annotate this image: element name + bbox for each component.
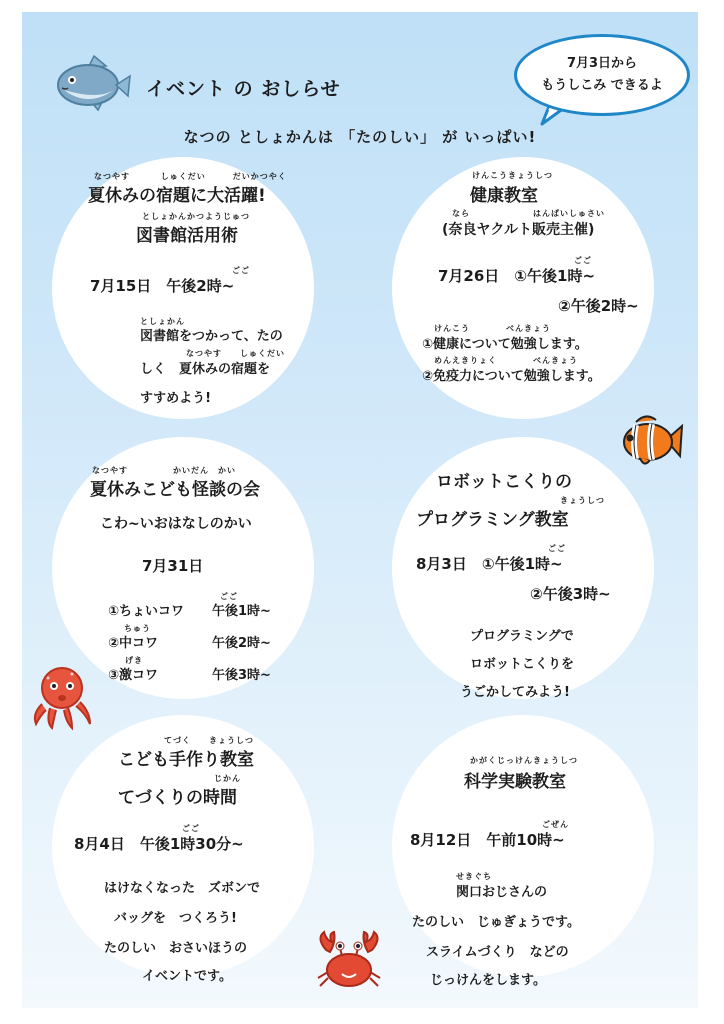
page-subtitle: なつの としょかんは 「たのしい」 が いっぱい! xyxy=(183,128,537,146)
fish-icon xyxy=(54,52,132,114)
event-date: 7月15日 午後2時~ xyxy=(90,277,235,295)
title-ruby: なら はんばいしゅさい xyxy=(452,209,605,218)
title-ruby: なつやす しゅくだい だいかつやく xyxy=(94,172,287,181)
event-card-ghost-stories xyxy=(52,437,314,699)
event-description: プログラミングで xyxy=(470,629,574,644)
title-ruby: じかん xyxy=(214,774,241,783)
title-ruby: かがくじっけんきょうしつ xyxy=(470,756,578,765)
announcement-bubble xyxy=(514,34,690,116)
session-ruby: ちゅう xyxy=(124,624,151,633)
date-ruby: ごご xyxy=(574,256,592,265)
body-ruby: めんえきりょく べんきょう xyxy=(434,356,578,365)
event-description: 関口おじさんの xyxy=(456,885,548,900)
event-description: しく 夏休みの宿題を xyxy=(140,362,271,377)
event-description: スライムづくり などの xyxy=(426,945,569,960)
event-description: バッグを つくろう! xyxy=(114,911,237,926)
event-description: たのしい おさいほうの xyxy=(104,941,248,956)
session-ruby: げき xyxy=(125,656,143,665)
body-ruby: なつやす しゅくだい xyxy=(186,349,285,358)
event-card-health xyxy=(392,157,654,419)
title-ruby: なつやす かいだん かい xyxy=(92,466,236,475)
event-subtitle: (奈良ヤクルト販売主催) xyxy=(442,222,595,238)
session-time: 午後3時~ xyxy=(212,668,271,683)
title-ruby: きょうしつ xyxy=(560,496,605,505)
title-ruby: としょかんかつようじゅつ xyxy=(142,212,250,221)
event-title: こども手作り教室 xyxy=(118,750,254,770)
flyer-sheet xyxy=(22,12,698,1008)
bubble-line-2: もうしこみ できるよ xyxy=(541,78,663,93)
session-name: ①ちょいコワ xyxy=(108,604,185,619)
event-title: 夏休みこども怪談の会 xyxy=(90,480,260,500)
event-description: ロボットこくりを xyxy=(470,657,575,672)
date-ruby: ごご xyxy=(182,824,200,833)
event-title: 科学実験教室 xyxy=(464,772,566,792)
event-card-handcraft xyxy=(52,715,314,984)
event-card-science xyxy=(392,715,654,988)
body-ruby: けんこう べんきょう xyxy=(434,324,551,333)
event-description: うごかしてみよう! xyxy=(460,685,570,700)
event-card-programming xyxy=(392,437,654,699)
date-ruby: ごぜん xyxy=(542,820,569,829)
event-title: 健康教室 xyxy=(470,186,538,206)
session-name: ③激コワ xyxy=(108,668,159,683)
event-subtitle: 図書館活用術 xyxy=(136,226,238,246)
event-date: 7月26日 ①午後1時~ xyxy=(438,267,596,285)
date-ruby: ごご xyxy=(548,544,566,553)
event-title: ロボットこくりの xyxy=(436,472,572,492)
event-description: ①健康について勉強します。 xyxy=(422,337,588,352)
event-date-second: ②午後3時~ xyxy=(530,585,611,603)
event-description: たのしい じゅぎょうです。 xyxy=(412,915,580,930)
body-ruby: せきぐち xyxy=(456,872,492,881)
body-ruby: としょかん xyxy=(140,317,185,326)
event-date-second: ②午後2時~ xyxy=(558,297,639,315)
page-title: イベント の おしらせ xyxy=(146,78,341,100)
title-ruby: てづく きょうしつ xyxy=(164,736,254,745)
event-card-library-skills xyxy=(52,157,314,419)
event-description: イベントです。 xyxy=(142,969,232,984)
event-subtitle: てづくりの時間 xyxy=(118,788,237,808)
event-description: すすめよう! xyxy=(140,391,212,406)
session-time: 午後1時~ xyxy=(212,604,271,619)
event-description: はけなくなった ズボンで xyxy=(104,881,261,896)
event-date: 8月3日 ①午後1時~ xyxy=(416,555,563,573)
event-description: じっけんをします。 xyxy=(430,973,546,988)
bubble-line-1: 7月3日から xyxy=(566,56,638,71)
event-date: 7月31日 xyxy=(142,557,204,575)
title-ruby: けんこうきょうしつ xyxy=(472,171,553,180)
clownfish-icon xyxy=(620,412,684,470)
crab-icon xyxy=(314,930,384,994)
event-subtitle: こわ~いおはなしのかい xyxy=(100,516,252,532)
event-date: 8月12日 午前10時~ xyxy=(410,831,565,849)
event-description: 図書館をつかって、たの xyxy=(140,329,283,344)
time-ruby: ごご xyxy=(220,592,238,601)
event-date: 8月4日 午後1時30分~ xyxy=(74,835,244,853)
event-description: ②免疫力について勉強します。 xyxy=(422,369,601,384)
date-ruby: ごご xyxy=(232,266,250,275)
event-title: 夏休みの宿題に大活躍! xyxy=(88,186,266,206)
octopus-icon xyxy=(28,664,98,732)
session-time: 午後2時~ xyxy=(212,636,271,651)
event-subtitle: プログラミング教室 xyxy=(416,510,569,530)
session-name: ②中コワ xyxy=(108,636,159,651)
